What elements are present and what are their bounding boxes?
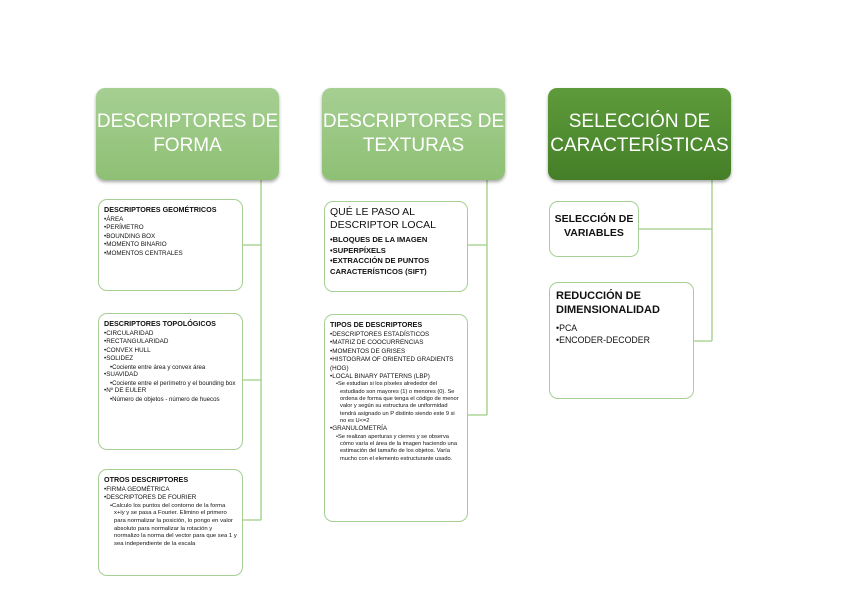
list-item: •LOCAL BINARY PATTERNS (LBP): [330, 373, 430, 381]
header-seleccion-caracteristicas: [548, 88, 731, 180]
list-item: •SUAVIDAD: [104, 371, 138, 379]
list-item: •GRANULOMETRÍA: [330, 425, 388, 433]
list-item: •DESCRIPTORES DE FOURIER: [104, 494, 197, 502]
header-line: FORMA: [153, 135, 222, 156]
list-item: •CONVEX HULL: [104, 346, 151, 354]
header-line: DESCRIPTORES DE: [96, 111, 279, 132]
box-tipos-descriptores: [324, 314, 468, 522]
list-subitem: •Calculo los puntos del contorno de la forma x+iy y se pasa a Fourier. Elimino el primero para normalizar la posición, lo pongo en valor absoluto para normalizar la rotación y normalizo la norma del vector para que sea 1 y sea independiente de la escala: [110, 502, 237, 547]
list-item: •ENCODER-DECODER: [556, 335, 650, 345]
list-item: •CIRCULARIDAD: [104, 330, 154, 337]
list-item: •SUPERPÍXELS: [330, 245, 386, 255]
list-item: •Nº DE EULER: [104, 387, 147, 395]
box-title: QUÉ LE PASO AL DESCRIPTOR LOCAL: [330, 206, 436, 231]
list-subitem: •Se realizan aperturas y cierres y se observa cómo varía el área de la imagen haciendo una estimación del tamaño de los objetos. Varía mucho con el elemento estructurante usado.: [336, 433, 457, 462]
list-item: •ÁREA: [104, 216, 124, 223]
list-subitem: •Se estudian si los píxeles alrededor del estudiado son mayores (1) o menores (0). Se ordena de forma que tenga el código de menor valor y según su estructura de uniformidad tendrá asignado un P distinto siendo este 9 si no es U<=2: [336, 381, 459, 424]
box-title: TIPOS DE DESCRIPTORES: [330, 320, 423, 329]
box-que-le-paso: [324, 201, 468, 292]
list-item: •RECTANGULARIDAD: [104, 338, 169, 346]
box-title: REDUCCIÓN DE DIMENSIONALIDAD: [556, 290, 660, 316]
header-line: CARACTERÍSTICAS: [550, 135, 729, 156]
box-title: SELECCIÓN DE VARIABLES: [554, 213, 634, 239]
list-item: •MOMENTOS CENTRALES: [104, 249, 183, 257]
list-item: •DESCRIPTORES ESTADÍSTICOS: [330, 331, 430, 338]
list-item: •BOUNDING BOX: [104, 232, 156, 240]
list-subitem: •Cociente entre área y convex área: [110, 363, 206, 371]
list-item: •MATRIZ DE COOCURRENCIAS: [330, 339, 424, 347]
list-item: •EXTRACCIÓN DE PUNTOS CARACTERÍSTICOS (SIFT): [330, 256, 430, 276]
box-title: DESCRIPTORES GEOMÉTRICOS: [104, 205, 217, 214]
list-subitem: •Número de objetos - número de huecos: [110, 395, 220, 403]
list-item: •MOMENTOS DE GRISES: [330, 347, 406, 355]
header-line: TEXTURAS: [362, 135, 465, 156]
list-item: •PCA: [556, 323, 578, 333]
list-item: •SOLIDEZ: [104, 355, 134, 363]
header-line: SELECCIÓN DE: [568, 111, 711, 132]
box-title: DESCRIPTORES TOPOLÓGICOS: [104, 319, 216, 328]
list-item: •BLOQUES DE LA IMAGEN: [330, 235, 428, 244]
box-otros-descriptores: [98, 469, 243, 576]
header-line: DESCRIPTORES DE: [322, 111, 505, 132]
header-descriptores-texturas: [322, 88, 505, 180]
header-descriptores-forma: [96, 88, 279, 180]
box-descriptores-topologicos: [98, 313, 243, 450]
box-title: OTROS DESCRIPTORES: [104, 475, 189, 484]
box-reduccion-dimensionalidad: [549, 282, 694, 399]
list-subitem: •Cociente entre el perímetro y el bounding box: [110, 379, 236, 387]
list-item: •HISTOGRAM OF ORIENTED GRADIENTS (HOG): [330, 356, 454, 372]
box-seleccion-variables: [549, 201, 639, 257]
box-descriptores-geometricos: [98, 199, 243, 291]
list-item: •MOMENTO BINARIO: [104, 241, 167, 249]
list-item: •FIRMA GEOMÉTRICA: [104, 486, 170, 493]
list-item: •PERÍMETRO: [104, 224, 144, 232]
